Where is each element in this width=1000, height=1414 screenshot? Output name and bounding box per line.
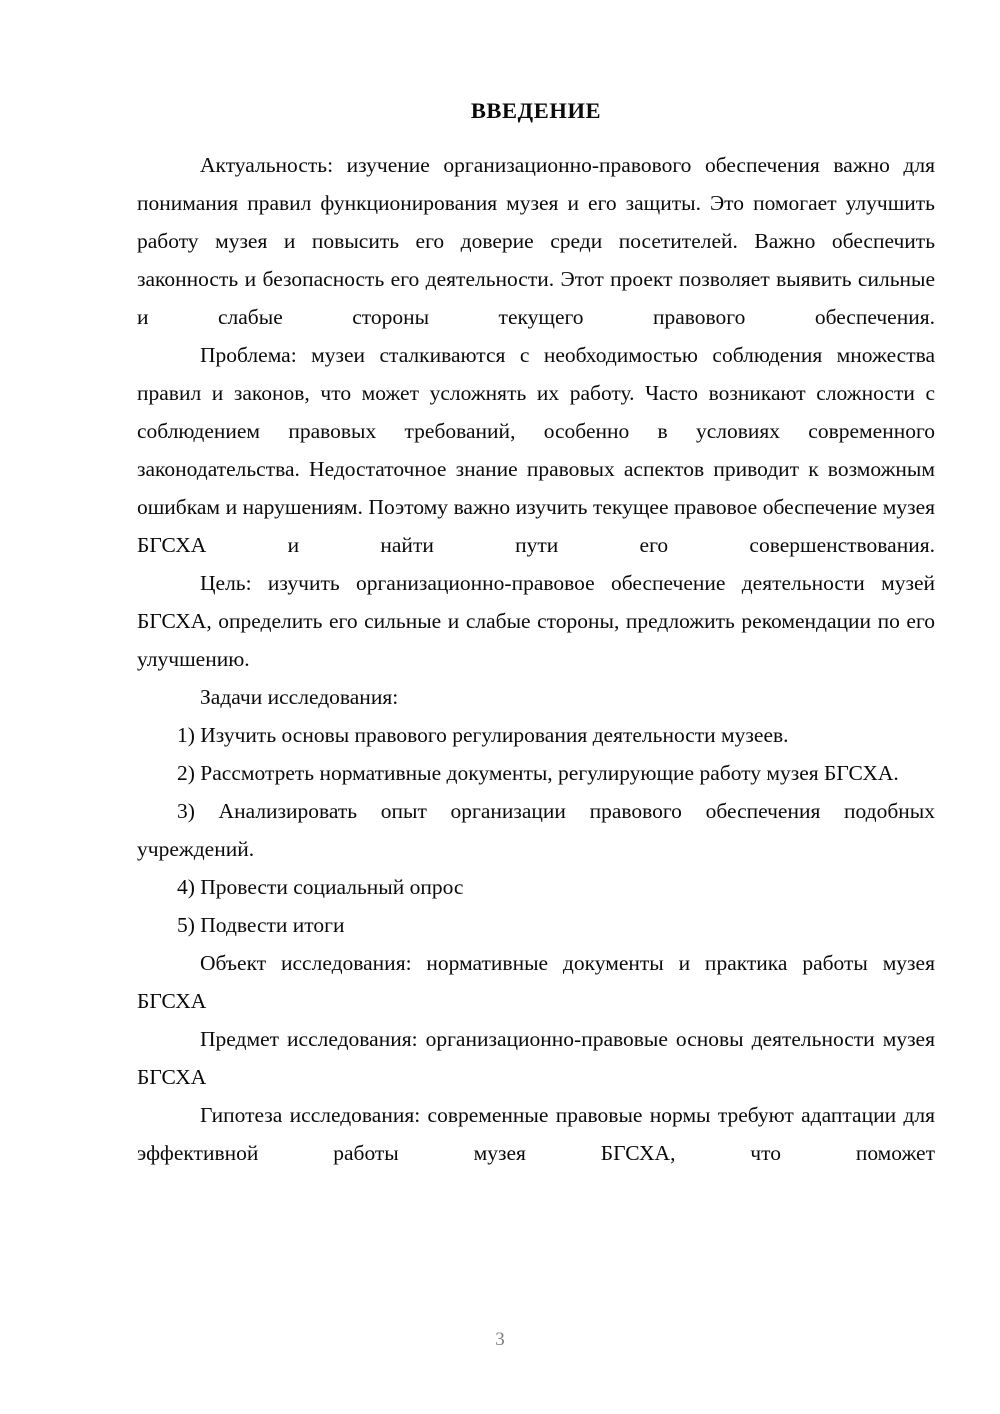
list-item: 5) Подвести итоги [177, 913, 345, 937]
list-item: 1) Изучить основы правового регулирования деятельности музеев. [177, 723, 789, 747]
page-title: ВВЕДЕНИЕ [470, 98, 602, 123]
paragraph-goal: Цель: изучить организационно-правовое обеспечение деятельности музей БГСХА, определить его сильные и слабые стороны, предложить рекомендации по его улучшению. [137, 571, 935, 671]
document-text-column [137, 92, 935, 1172]
page-number: 3 [495, 1329, 505, 1350]
paragraph-object: Объект исследования: нормативные документы и практика работы музея БГСХА [137, 951, 935, 1013]
paragraph-problem: Проблема: музеи сталкиваются с необходимостью соблюдения множества правил и законов, что может усложнять их работу. Часто возникают сложности с соблюдением правовых требований, особенно в условиях современного законодательства. Недостаточное знание правовых аспектов приводит к возможным ошибкам и нарушениям. Поэтому важно изучить текущее правовое обеспечение музея БГСХА и найти пути его совершенствования. [137, 343, 935, 557]
paragraph-subject: Предмет исследования: организационно-правовые основы деятельности музея БГСХА [137, 1027, 935, 1089]
tasks-label: Задачи исследования: [200, 685, 399, 709]
paragraph-hypothesis: Гипотеза исследования: современные правовые нормы требуют адаптации для эффективной работы музея БГСХА, что поможет [137, 1103, 935, 1165]
list-item: 2) Рассмотреть нормативные документы, регулирующие работу музея БГСХА. [177, 761, 899, 785]
paragraph-relevance: Актуальность: изучение организационно-правового обеспечения важно для понимания правил функционирования музея и его защиты. Это помогает улучшить работу музея и повысить его доверие среди посетителей. Важно обеспечить законность и безопасность его деятельности. Этот проект позволяет выявить сильные и слабые стороны текущего правового обеспечения. [137, 153, 935, 329]
list-item: 4) Провести социальный опрос [177, 875, 464, 899]
list-item: 3) Анализировать опыт организации правового обеспечения подобных учреждений. [137, 799, 935, 861]
